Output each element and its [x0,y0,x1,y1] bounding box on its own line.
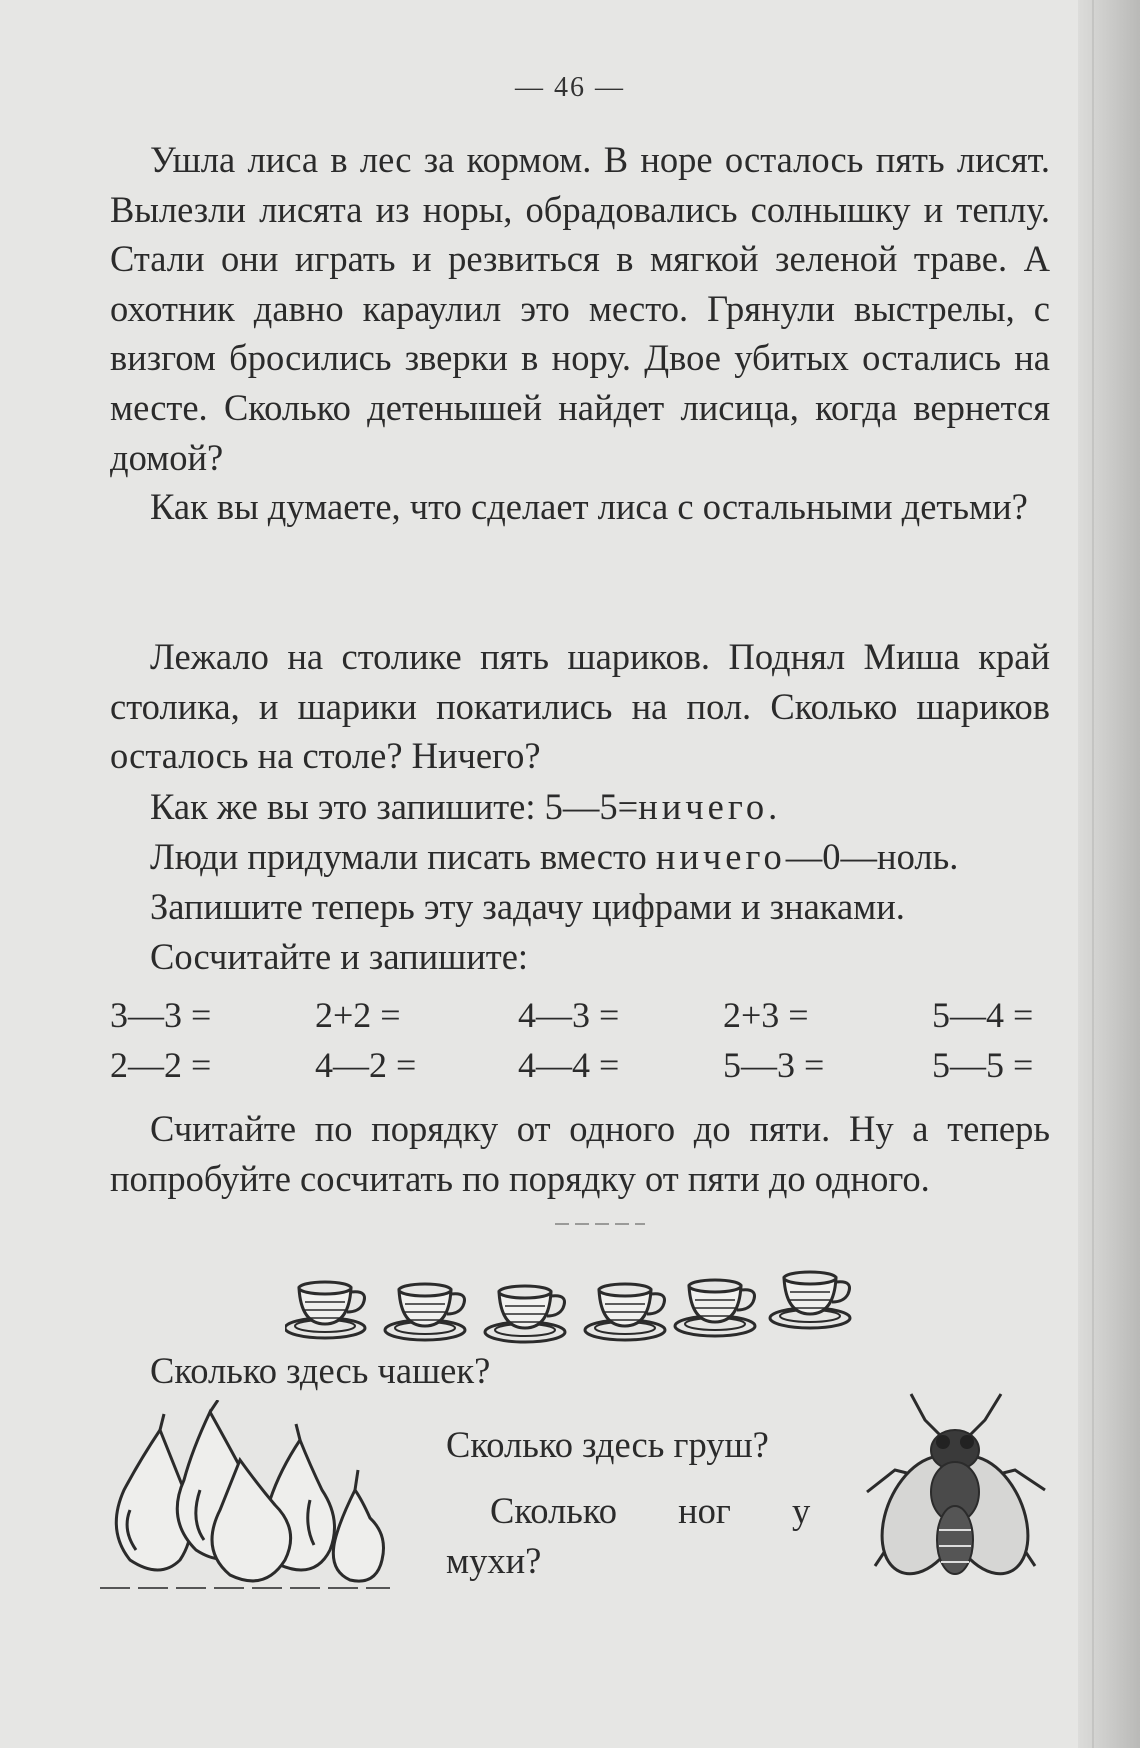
pear-icon [100,1400,390,1600]
zero-prefix: Люди придумали писать вместо [150,836,656,877]
dash-ornament [555,1222,645,1226]
fly-icon [855,1380,1055,1610]
exercise-row-1 [110,990,1050,1040]
exercise: 2—2 = [110,1045,212,1085]
question-fly-text: Сколько ног у [490,1490,811,1531]
exercise: 3—3 = [110,995,212,1035]
page-edge-shadow [1078,0,1140,1748]
teacup-icon [285,1256,885,1346]
write-zero-text: Как же вы это запишите: 5—5= [150,786,639,827]
page-fold [1092,0,1094,1748]
paragraph-write-zero [110,782,1050,832]
paragraph-fox-problem: Ушла лиса в лес за кормом. В норе осталось пять лисят. Вылезли лисята из норы, обрадовались солнышку и теплу. Стали они играть и резвиться в мягкой зеленой траве. А охотник давно караулил это место. Грянули выстрелы, с визгом бросились зверки в нору. Двое убитых остались на месте. Сколько детенышей найдет лисица, когда вернется домой? [110,139,1050,478]
exercise: 4—4 = [518,1045,620,1085]
paragraph-zero-explained [110,832,1050,882]
exercise: 5—3 = [723,1045,825,1085]
paragraph-balls-problem: Лежало на столике пять шариков. Поднял Миша край столика, и шарики покатились на пол. Сколько шариков осталось на столе? Ничего? [110,636,1050,777]
zero-suffix: —0—ноль. [785,836,959,877]
question-cups: Сколько здесь чашек? [150,1350,491,1391]
paragraph-write-digits: Запишите теперь эту задачу цифрами и знаками. [150,886,905,927]
exercise: 2+3 = [723,995,809,1035]
word-nothing: ничего. [638,786,782,827]
exercise: 5—5 = [932,1045,1034,1085]
question-pears: Сколько здесь груш? [446,1424,769,1465]
question-fly-line1 [490,1486,810,1536]
paragraph-count-order: Считайте по порядку от одного до пяти. Ну а теперь попробуйте сосчитать по порядку от пяти до одного. [110,1108,1050,1199]
paragraph-count-and-write: Сосчитайте и запишите: [150,936,529,977]
exercise: 4—3 = [518,995,620,1035]
exercise: 5—4 = [932,995,1034,1035]
exercise: 2+2 = [315,995,401,1035]
exercise: 4—2 = [315,1045,417,1085]
page-number: — 46 — [515,72,625,103]
word-nothing-2: ничего [655,836,786,877]
paragraph-fox-question: Как вы думаете, что сделает лиса с остальными детьми? [150,486,1028,527]
question-fly-line2: мухи? [446,1540,542,1581]
exercise-row-2 [110,1040,1050,1090]
